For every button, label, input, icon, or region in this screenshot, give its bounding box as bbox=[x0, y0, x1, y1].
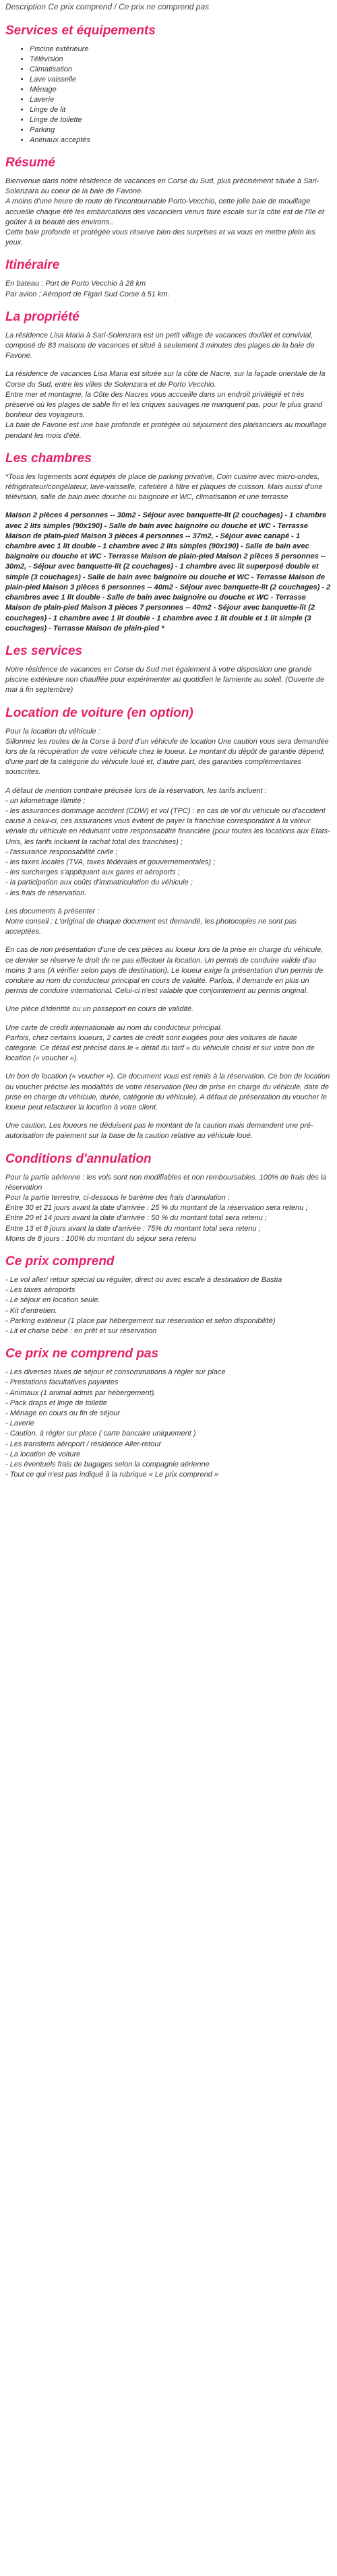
list-item: • Parking bbox=[30, 125, 332, 135]
location-text-8: Une caution. Les loueurs ne déduisent pas le montant de la caution mais demandent une pré-autorisation de paiement sur la base de la caution relative au véhicule loué. bbox=[5, 1122, 313, 1140]
location-text-3: Les documents à présenter : Notre conseil : L'original de chaque document est demandé, les photocopies ne sont pas acceptées. bbox=[5, 907, 297, 936]
location-text-1: Pour la location du véhicule : Sillonnez les routes de la Corse à bord d'un véhicule de location Une caution vous sera demandée lors de la récupération de votre véhicule chez le loueur. Le montant du dépôt de garantie dépend, d'une part de la catégorie du véhicule loué et, d'autre part, des garanties complémentaires souscrites. bbox=[5, 727, 329, 777]
section-title-location-voiture: Location de voiture (en option) bbox=[5, 705, 193, 720]
location-text-7: Un bon de location (« voucher »). Ce document vous est remis à la réservation. Ce bon de location ou voucher précise les modalités de votre réservation (lieu de prise en charge du véhicule, date de prise en charge du véhicule, durée, catégorie du véhicule). A défaut de présentation du voucher le loueur peut refacturer la location à votre client. bbox=[5, 1072, 330, 1112]
propriete-text-1: La résidence Lisa Maria à Sari-Solenzara est un petit village de vacances douillet et convivial, composé de 83 maisons de vacances et situé à seulement 3 minutes des plages de la baie de Favone. bbox=[5, 331, 315, 360]
section-title-services-equipements: Services et équipements bbox=[5, 24, 156, 38]
list-item: • Animaux acceptés bbox=[30, 135, 332, 146]
section-title-prix-comprend: Ce prix comprend bbox=[5, 1254, 115, 1269]
list-item: • Linge de toilette bbox=[30, 115, 332, 125]
resume-text: Bienvenue dans notre résidence de vacances en Corse du Sud, plus précisément située à Sari-Solenzara au coeur de la baie de Favone. A moins d'une heure de route de l'incontournable Porto-Vecchio, cette jolie baie de mouillage accueille chaque été les embarcations des vacanciers venus faire escale sur la côte est de l'île et goûter à la beauté des environs.. Cette baie profonde et protégée vous réserve bien des surprises et va vous en mettre plein les yeux. bbox=[5, 177, 324, 247]
propriete-text-2: La résidence de vacances Lisa Maria est située sur la côte de Nacre, sur la façade orientale de la Corse du Sud, entre les villes de Solenzara et de Porto Vecchio. Entre mer et montagne, la Côte des Nacres vous accueille dans un endroit privilégié et très préservé où les plages de sable fin et les criques sauvages ne manquent pas, pour le plus grand bonheur des voyageurs. La baie de Favone est une baie profonde et protégée où séjournent des plaisanciers au mouillage pendant les mois d'été. bbox=[5, 370, 327, 440]
list-item: • Lave vaisselle bbox=[30, 75, 332, 85]
location-text-6: Une carte de crédit internationale au nom du conducteur principal. Parfois, chez certains loueurs, 2 cartes de crédit sont exigées pour des voitures de haute catégorie. Ce détail est précisé dans le « détail du tarif » du véhicule choisi et sur votre bon de location (« voucher »). bbox=[5, 1023, 315, 1063]
list-item: • Climatisation bbox=[30, 65, 332, 75]
section-title-conditions-annulation: Conditions d'annulation bbox=[5, 1151, 152, 1166]
section-title-propriete: La propriété bbox=[5, 309, 80, 324]
section-title-chambres: Les chambres bbox=[5, 451, 92, 465]
prix-ne-comprend-pas-text: - Les diverses taxes de séjour et consommations à régler sur place - Prestations facultatives payantes - Animaux (1 animal admis par hébergement). - Pack draps et linge de toilette - Ménage en cours ou fin de séjour - Laverie - Caution, à régler sur place ( carte bancaire uniquement ) - Les transferts aéroport / résidence Aller-retour - La location de voiture - Les éventuels frais de bagages selon la compagnie aérienne - Tout ce qui n'est pas indiqué à la rubrique « Le prix comprend » bbox=[5, 1368, 226, 1479]
chambres-text: *Tous les logements sont équipés de place de parking privative, Coin cuisine avec micro-ondes, réfrigérateur/congélateur, lave-vaisselle, cafetière à filtre et plaques de cuisson. Mais aussi d'une télévision, salle de bain avec douche ou baignoire et WC, climatisation et une terrasse bbox=[5, 472, 323, 502]
prix-comprend-text: - Le vol aller/ retour spécial ou régulier, direct ou avec escale à destination de Bastia - Les taxes aéroports - Le séjour en location seule. - Kit d'entretien. - Parking extérieur (1 place par hébergement sur réservation et selon disponibilité) - Lit et chaise bébé : en prêt et sur réservation bbox=[5, 1276, 282, 1336]
location-text-4: En cas de non présentation d'une de ces pièces au loueur lors de la prise en charge du véhicule, ce dernier se réserve le droit de ne pas effectuer la location. Un permis de conduire valide d'au moins 3 ans (A vérifier selon pays de destination). Le loueur exige la présentation d'un permis de conduire au nom du conducteur principal en cours de validité. Parfois, il demande en plus un permis de conduire international. Celui-ci n'est valable que conjointement au permis original. bbox=[5, 946, 324, 996]
section-title-prix-ne-comprend-pas: Ce prix ne comprend pas bbox=[5, 1347, 159, 1361]
list-item: • Laverie bbox=[30, 95, 332, 105]
chambres-details: Maison 2 pièces 4 personnes -- 30m2 - Séjour avec banquette-lit (2 couchages) - 1 chambre avec 2 lits simples (90x190) - Salle de bain avec baignoire ou douche et WC - Terrasse Maison de plain-pied Maison 3 pièces 4 personnes -- 37m2, - Séjour avec canapé - 1 chambre avec 1 lit double - 1 chambre avec 2 lits simples (90x190) - Salle de bain avec baignoire ou douche et WC - Terrasse Maison de plain-pied Maison 2 pièces 5 personnes -- 30m2, - Séjour avec banquette-lit (2 couchages) - 1 chambre avec lit superposé double et simple (3 couchages) - Salle de bain avec baignoire ou douche et WC - Terrasse Maison de plain-pied Maison 3 pièces 6 personnes -- 40m2 - Séjour avec banquette-lit (2 couchages) - 2 chambres avec 1 lit double - Salle de bain avec baignoire ou douche et WC - Terrasse Maison de plain-pied Maison 3 pièces 7 personnes -- 40m2 - Séjour avec banquette-lit (2 couchages) - 1 chambre avec 1 lit double - 1 chambre avec 1 lit double et 1 lit simple (3 couchages) - Terrasse Maison de plain-pied * bbox=[5, 511, 331, 633]
section-title-services: Les services bbox=[5, 643, 83, 658]
list-item: • Linge de lit bbox=[30, 105, 332, 115]
location-text-2: A défaut de mention contraire précisée lors de la réservation, les tarifs incluent : - un kilométrage illimité ; - les assurances dommage accident (CDW) et vol (TPC) : en cas de vol du véhicule ou d'accident causé à celui-ci, ces assurances vous évitent de payer la franchise correspondant à la valeur vénale du véhicule en réduisant votre responsabilité financière (pour toutes les locations aux Etats-Unis, les tarifs incluent la rachat total des franchises) ; - l'assurance responsabilité civile ; - les taxes locales (TVA, taxes fédérales et gouvernementales) ; - les surcharges s'appliquant aux gares et aéroports ; - la participation aux coûts d'immatriculation du véhicule ; - les frais de réservation. bbox=[5, 786, 330, 897]
annulation-text: Pour la partie aérienne : les vols sont non modifiables et non remboursables. 100% de frais dès la réservation Pour la partie terrestre, ci-dessous le barème des frais d'annulation : Entre 30 et 21 jours avant la date d'arrivée : 25 % du montant de la réservation sera retenu ; Entre 20 et 14 jours avant la date d'arrivée : 50 % du montant total sera retenu ; Entre 13 et 8 jours avant la date d'arrivée : 75% du montant total sera retenu ; Moins de 8 jours : 100% du montant du séjour sera retenu bbox=[5, 1173, 327, 1243]
section-title-resume: Résumé bbox=[5, 156, 55, 170]
location-text-5: Une pièce d'identité ou un passeport en cours de validité. bbox=[5, 1005, 194, 1014]
list-item: • Ménage bbox=[30, 85, 332, 95]
list-item: • Piscine extérieure bbox=[30, 44, 332, 55]
services-text: Notre résidence de vacances en Corse du Sud met également à votre disposition une grande piscine extérieure non chauffée pour expérimenter au quotidien le farniente au soleil. (Ouverte de mai à fin septembre) bbox=[5, 665, 325, 695]
itineraire-text: En bateau : Port de Porto Vecchio à 28 km Par avion : Aéroport de Figari Sud Corse à 51 km. bbox=[5, 280, 170, 298]
list-item: • Télévision bbox=[30, 55, 332, 65]
amenities-list bbox=[5, 44, 332, 146]
section-title-itineraire: Itinéraire bbox=[5, 258, 60, 273]
description-breadcrumb: Description Ce prix comprend / Ce prix ne comprend pas bbox=[5, 2, 210, 11]
